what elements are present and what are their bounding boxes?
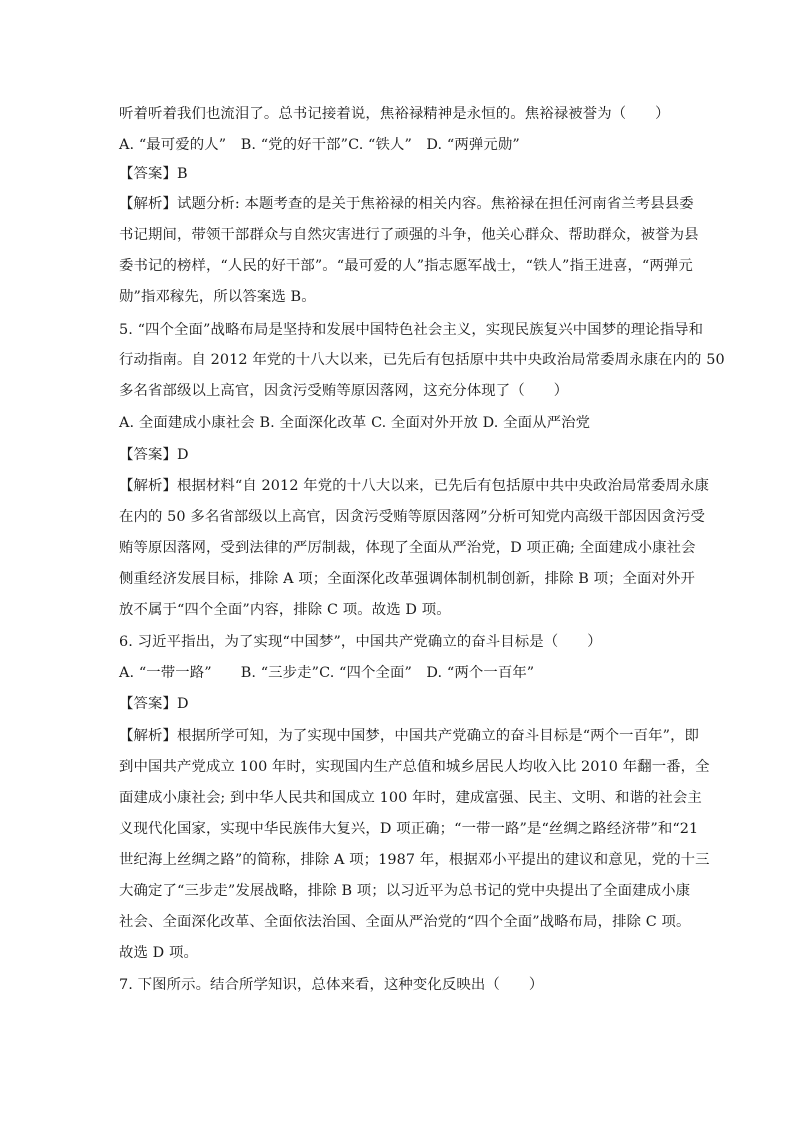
explanation-line: 面建成小康社会; 到中华人民共和国成立 100 年时，建成富强、民主、文明、和谐的社会主 (119, 790, 702, 806)
text-line: 听着听着我们也流泪了。总书记接着说，焦裕禄精神是永恒的。焦裕禄被誉为（ ） (119, 106, 670, 122)
text-line: A. “最可爱的人” B. “党的好干部”C. “铁人” D. “两弹元勋” (119, 137, 520, 153)
explanation-line: 放不属于“四个全面”内容，排除 C 项。故选 D 项。 (119, 602, 451, 618)
explanation-line: 大确定了“三步走”发展战略，排除 B 项；以习近平为总书记的党中央提出了全面建成小康 (119, 883, 691, 899)
question-line: 7. 下图所示。结合所学知识，总体来看，这种变化反映出（ ） (119, 977, 544, 993)
explanation-line: 勋”指邓稼先，所以答案选 B。 (119, 289, 316, 305)
explanation-line: 到中国共产党成立 100 年时，实现国内生产总值和城乡居民人均收入比 2010 年翻一番，全 (119, 759, 710, 775)
explanation-line: 委书记的榜样，“人民的好干部”。“最可爱的人”指志愿军战士，“铁人”指王进喜，“两弹元 (119, 258, 693, 274)
explanation-line: 故选 D 项。 (119, 945, 198, 961)
explanation-line: 世纪海上丝绸之路”的简称，排除 A 项；1987 年，根据邓小平提出的建议和意见，党的十三 (119, 852, 710, 868)
explanation-line: 在内的 50 多名省部级以上高官，因贪污受贿等原因落网”分析可知党内高级干部因因贪污受 (119, 509, 705, 525)
explanation-line: 社会、全面深化改革、全面依法治国、全面从严治党的“四个全面”战略布局，排除 C 项。 (119, 914, 691, 930)
question-line: 多名省部级以上高官，因贪污受贿等原因落网，这充分体现了（ ） (119, 383, 569, 399)
question-line: 行动指南。自 2012 年党的十八大以来，已先后有包括原中共中央政治局常委周永康在内的 50 (119, 352, 725, 368)
explanation-line: 义现代化国家，实现中华民族伟大复兴，D 项正确；“一带一路”是“丝绸之路经济带”和“21 (119, 821, 699, 837)
explanation-line: 贿等原因落网，受到法律的严厉制裁，体现了全面从严治党，D 项正确; 全面建成小康社会 (119, 540, 696, 556)
question-line: 6. 习近平指出，为了实现“中国梦”，中国共产党确立的奋斗目标是（ ） (119, 634, 602, 650)
explanation-line: 书记期间，带领干部群众与自然灾害进行了顽强的斗争，他关心群众、帮助群众，被誉为县 (119, 227, 699, 243)
question-line: 5. “四个全面”战略布局是坚持和发展中国特色社会主义，实现民族复兴中国梦的理论指导和 (119, 322, 704, 338)
explanation-line: 【解析】试题分析: 本题考查的是关于焦裕禄的相关内容。焦裕禄在担任河南省兰考县县委 (119, 196, 694, 212)
options-line: A. 全面建成小康社会 B. 全面深化改革 C. 全面对外开放 D. 全面从严治党 (119, 415, 591, 431)
answer-label: 【答案】B (119, 166, 188, 182)
answer-label: 【答案】D (119, 447, 189, 463)
options-line: A. “一带一路” B. “三步走”C. “四个全面” D. “两个一百年” (119, 665, 535, 681)
explanation-line: 【解析】根据材料“自 2012 年党的十八大以来，已先后有包括原中共中央政治局常委周永康 (119, 478, 709, 494)
answer-label: 【答案】D (119, 696, 189, 712)
explanation-line: 侧重经济发展目标，排除 A 项；全面深化改革强调体制机制创新，排除 B 项；全面对外开 (119, 571, 696, 587)
explanation-line: 【解析】根据所学可知，为了实现中国梦，中国共产党确立的奋斗目标是“两个一百年”，即 (119, 728, 700, 744)
